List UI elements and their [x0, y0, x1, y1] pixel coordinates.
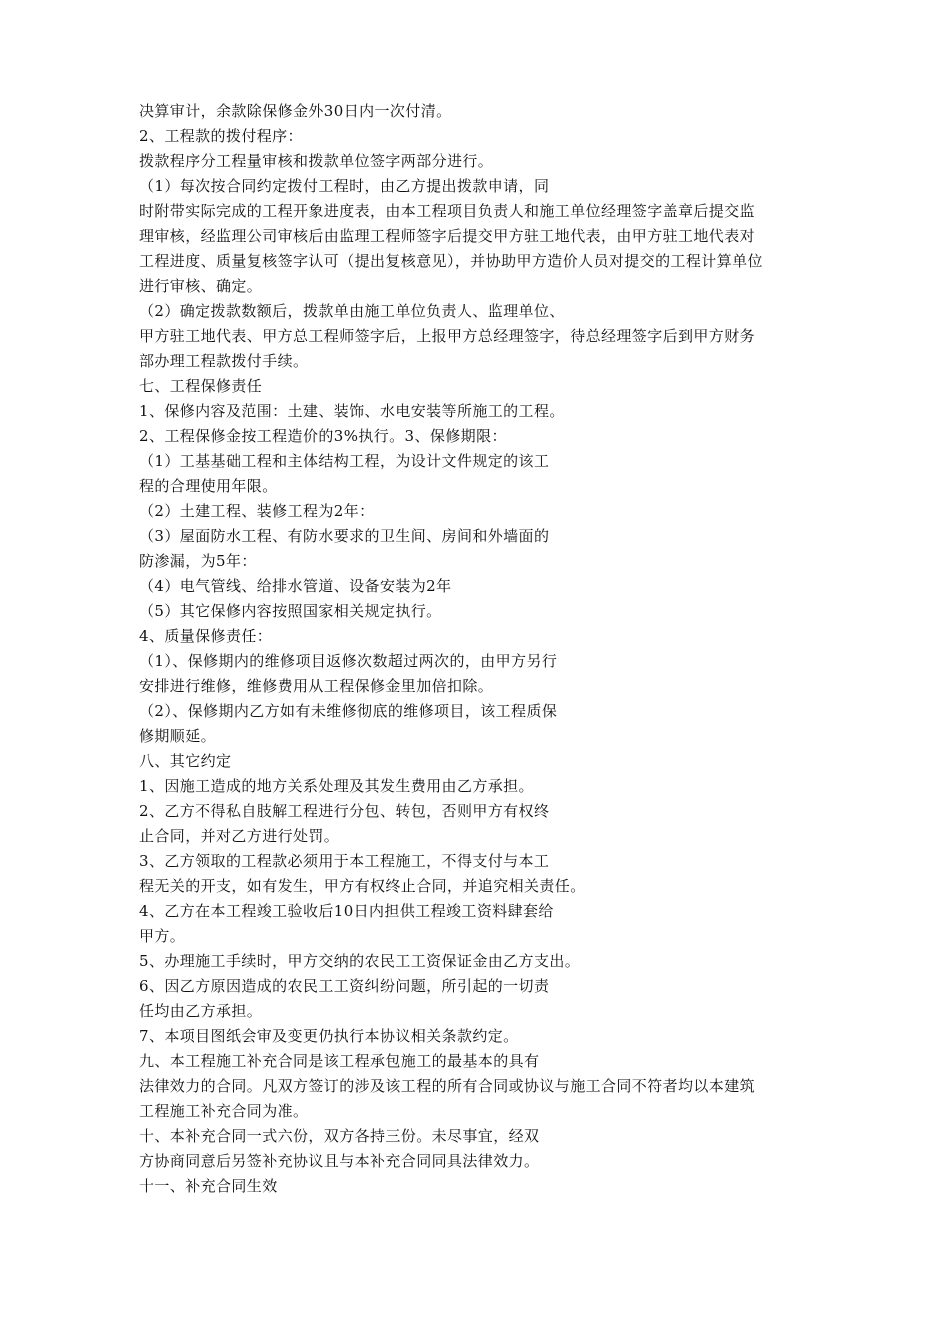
text-line: 3、乙方领取的工程款必须用于本工程施工，不得支付与本工	[139, 852, 550, 870]
section-heading: 十一、补充合同生效	[139, 1177, 278, 1195]
text-line: 程的合理使用年限。	[139, 477, 278, 495]
text-line: 理审核，经监理公司审核后由监理工程师签字后提交甲方驻工地代表，由甲方驻工地代表对	[139, 227, 756, 245]
text-line: 甲方驻工地代表、甲方总工程师签字后，上报甲方总经理签字，待总经理签字后到甲方财务	[139, 327, 756, 345]
text-line: 止合同，并对乙方进行处罚。	[139, 827, 340, 845]
section-heading: 十、本补充合同一式六份，双方各持三份。未尽事宜，经双	[139, 1127, 540, 1145]
text-line: （5）其它保修内容按照国家相关规定执行。	[139, 602, 442, 620]
text-line: 任均由乙方承担。	[139, 1002, 263, 1020]
text-line: 决算审计，余款除保修金外30日内一次付清。	[139, 102, 452, 120]
text-line: 甲方。	[139, 927, 186, 945]
section-heading: 八、其它约定	[139, 752, 232, 770]
text-line: 4、质量保修责任：	[139, 627, 273, 645]
text-line: （2）土建工程、装修工程为2年：	[139, 502, 375, 520]
text-line: 5、办理施工手续时，甲方交纳的农民工工资保证金由乙方支出。	[139, 952, 581, 970]
text-line: 6、因乙方原因造成的农民工工资纠纷问题，所引起的一切责	[139, 977, 550, 995]
text-line: （1）每次按合同约定拨付工程时，由乙方提出拨款申请，同	[139, 177, 550, 195]
text-line: 防渗漏，为5年：	[139, 552, 257, 570]
text-line: 时附带实际完成的工程开象进度表，由本工程项目负责人和施工单位经理签字盖章后提交监	[139, 202, 756, 220]
text-line: 1、因施工造成的地方关系处理及其发生费用由乙方承担。	[139, 777, 534, 795]
text-line: 进行审核、确定。	[139, 277, 263, 295]
text-line: 部办理工程款拨付手续。	[139, 352, 309, 370]
text-line: 工程进度、质量复核签字认可（提出复核意见），并协助甲方造价人员对提交的工程计算单位	[139, 252, 763, 270]
text-line: 安排进行维修，维修费用从工程保修金里加倍扣除。	[139, 677, 494, 695]
text-line: （3）屋面防水工程、有防水要求的卫生间、房间和外墙面的	[139, 527, 550, 545]
text-line: 2、乙方不得私自肢解工程进行分包、转包，否则甲方有权终	[139, 802, 550, 820]
text-line: （1）工基基础工程和主体结构工程，为设计文件规定的该工	[139, 452, 550, 470]
text-line: 方协商同意后另签补充协议且与本补充合同同具法律效力。	[139, 1152, 540, 1170]
text-line: 1、保修内容及范围：土建、装饰、水电安装等所施工的工程。	[139, 402, 565, 420]
document-body	[139, 99, 829, 1199]
text-line: 程无关的开支，如有发生，甲方有权终止合同，并追究相关责任。	[139, 877, 586, 895]
text-line: 拨款程序分工程量审核和拨款单位签字两部分进行。	[139, 152, 494, 170]
section-heading: 七、工程保修责任	[139, 377, 263, 395]
text-line: （1）、保修期内的维修项目返修次数超过两次的，由甲方另行	[139, 652, 558, 670]
text-line: 法律效力的合同。凡双方签订的涉及该工程的所有合同或协议与施工合同不符者均以本建筑	[139, 1077, 756, 1095]
text-line: 修期顺延。	[139, 727, 217, 745]
text-line: （4）电气管线、给排水管道、设备安装为2年	[139, 577, 452, 595]
text-line: 2、工程款的拨付程序：	[139, 127, 303, 145]
text-line: 工程施工补充合同为准。	[139, 1102, 309, 1120]
text-line: 2、工程保修金按工程造价的3%执行。3、保修期限：	[139, 427, 507, 445]
text-line: 7、本项目图纸会审及变更仍执行本协议相关条款约定。	[139, 1027, 519, 1045]
text-line: （2）、保修期内乙方如有未维修彻底的维修项目，该工程质保	[139, 702, 558, 720]
text-line: （2）确定拨款数额后，拨款单由施工单位负责人、监理单位、	[139, 302, 565, 320]
text-line: 4、乙方在本工程竣工验收后10日内担供工程竣工资料肆套给	[139, 902, 554, 920]
section-heading: 九、本工程施工补充合同是该工程承包施工的最基本的具有	[139, 1052, 540, 1070]
